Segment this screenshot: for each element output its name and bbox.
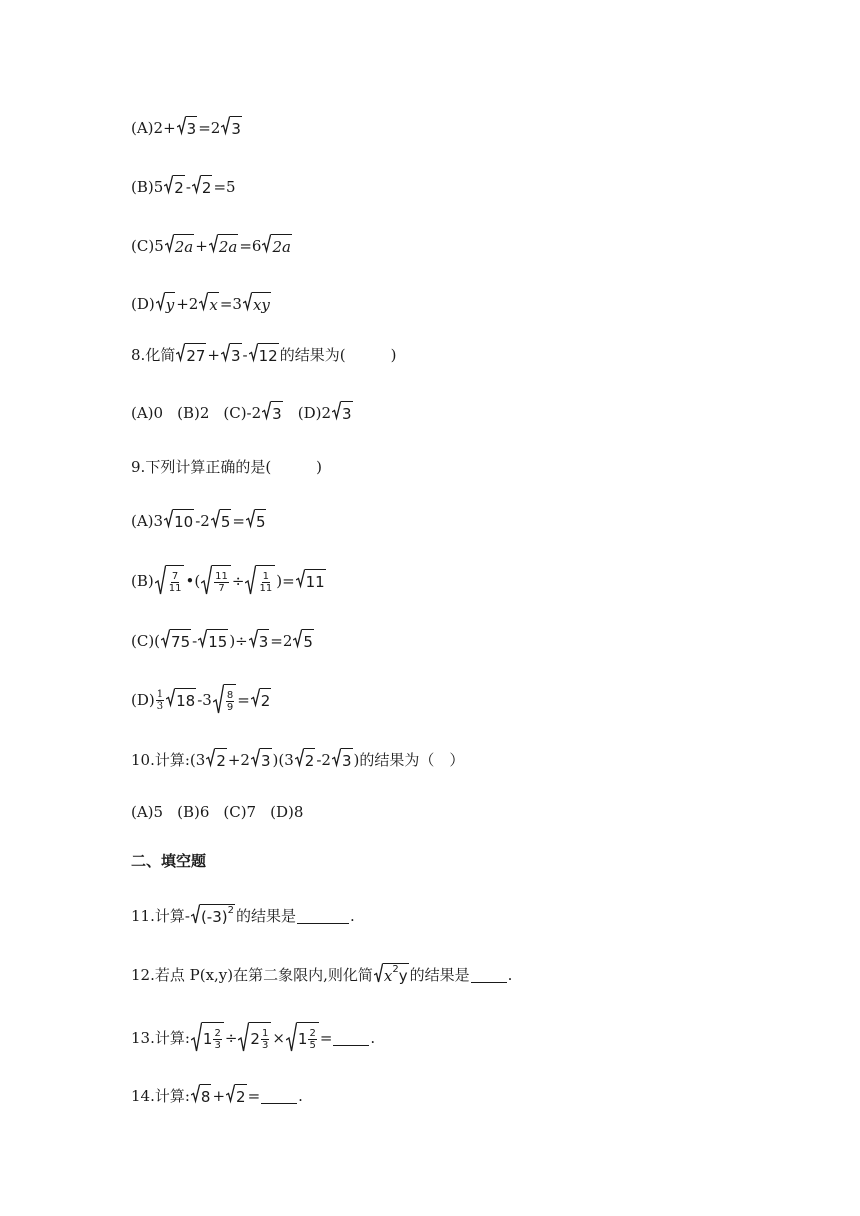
q9-option-b xyxy=(131,565,327,597)
expr-text: =5 xyxy=(213,178,236,196)
expr-text: - xyxy=(185,178,191,196)
sqrt-fraction xyxy=(213,684,236,716)
sqrt xyxy=(262,401,283,425)
expr-text: -3 xyxy=(197,691,212,709)
q7-option-d xyxy=(131,292,272,316)
radicand: 3 xyxy=(230,116,242,140)
option-label: (A) xyxy=(131,119,154,137)
question-number: 10. xyxy=(131,751,155,769)
expr-text: + xyxy=(212,1087,226,1105)
option-b: (B)6 xyxy=(177,803,210,821)
q10-options xyxy=(131,801,317,823)
option-label: (C)( xyxy=(131,632,161,650)
q12-stem xyxy=(131,963,512,987)
fraction xyxy=(308,1028,316,1051)
option-d xyxy=(298,401,354,425)
expr-text: 5 xyxy=(154,237,164,255)
radicand: 18 xyxy=(175,688,196,712)
sqrt xyxy=(293,629,314,653)
sqrt xyxy=(221,116,242,140)
sqrt xyxy=(192,175,213,199)
radicand: y xyxy=(165,292,175,316)
q8-stem xyxy=(131,343,396,367)
denominator: 5 xyxy=(309,1039,316,1051)
q13-stem xyxy=(131,1022,375,1054)
radicand: 2 xyxy=(260,688,272,712)
whole-part: 1 xyxy=(202,1030,213,1048)
expr-text: + xyxy=(207,346,220,364)
expr-text: -2 xyxy=(195,512,210,530)
radicand: 2a xyxy=(271,234,292,258)
numerator: 1 xyxy=(262,570,270,582)
expr-text: •( xyxy=(185,572,201,590)
sqrt-fraction xyxy=(245,565,275,597)
expr-text: ÷ xyxy=(224,1029,238,1047)
punctuation: . xyxy=(507,966,513,984)
sqrt xyxy=(295,748,316,772)
q8-options xyxy=(131,401,354,425)
sqrt xyxy=(164,175,185,199)
expr-text: = xyxy=(232,512,245,530)
sqrt xyxy=(374,963,409,987)
radicand: 11 xyxy=(305,569,326,593)
radicand: 2 xyxy=(304,748,316,772)
question-text: 若点 P(x,y)在第二象限内,则化简 xyxy=(154,966,373,984)
numerator: 2 xyxy=(214,1027,221,1039)
radicand: 2a xyxy=(174,234,195,258)
sqrt xyxy=(262,234,292,258)
expr-text: +2 xyxy=(227,751,250,769)
sqrt xyxy=(198,629,228,653)
answer-blank[interactable] xyxy=(333,1030,369,1046)
radicand: 75 xyxy=(170,629,191,653)
radicand: 2 xyxy=(201,175,213,199)
radicand: 3 xyxy=(260,748,272,772)
question-text: 计算- xyxy=(154,907,190,925)
radicand: 3 xyxy=(186,116,198,140)
numerator: 1 xyxy=(156,688,164,700)
sqrt xyxy=(226,1084,247,1108)
radicand: 2 xyxy=(235,1084,247,1108)
q14-stem xyxy=(131,1084,303,1108)
expr-text: × xyxy=(272,1029,285,1047)
radicand: 3 xyxy=(230,343,242,367)
option-label: (B) xyxy=(131,572,154,590)
exponent: 2 xyxy=(392,964,399,975)
expr-text: = xyxy=(319,1029,333,1047)
expr-text: =6 xyxy=(239,237,262,255)
radicand: (-3) xyxy=(200,908,228,926)
sqrt xyxy=(221,343,242,367)
radicand: 15 xyxy=(207,629,228,653)
expr-text: - xyxy=(192,632,198,650)
sqrt xyxy=(332,748,353,772)
whole-part: 1 xyxy=(297,1030,308,1048)
exponent: 2 xyxy=(227,905,234,916)
sqrt xyxy=(243,292,271,316)
radicand: 5 xyxy=(255,509,267,533)
question-text: 计算: xyxy=(154,1087,190,1105)
sqrt xyxy=(209,234,239,258)
sqrt xyxy=(332,401,353,425)
question-text: 化简 xyxy=(145,346,176,364)
q9-option-c xyxy=(131,629,315,653)
fraction xyxy=(168,571,183,594)
sqrt xyxy=(164,509,194,533)
fraction xyxy=(213,1028,221,1051)
sqrt xyxy=(165,234,195,258)
question-number: 11. xyxy=(131,907,155,925)
radicand: x xyxy=(383,967,393,985)
sqrt xyxy=(191,904,235,928)
sqrt xyxy=(161,629,191,653)
radicand: x xyxy=(208,292,218,316)
radicand: 2 xyxy=(215,748,227,772)
q10-stem xyxy=(131,748,464,772)
sqrt xyxy=(176,343,206,367)
sqrt xyxy=(249,629,270,653)
denominator: 9 xyxy=(226,701,234,713)
radicand: y xyxy=(398,967,408,985)
expr-text: 3 xyxy=(153,512,164,530)
sqrt-fraction xyxy=(201,565,231,597)
sqrt xyxy=(249,343,279,367)
expr-text: ÷ xyxy=(231,572,245,590)
numerator: 8 xyxy=(226,689,234,701)
expr-text: = xyxy=(247,1087,261,1105)
expr-text: =2 xyxy=(270,632,293,650)
expr-text: =2 xyxy=(198,119,221,137)
question-text: 计算: xyxy=(154,1029,190,1047)
q9-option-d xyxy=(131,684,272,716)
sqrt xyxy=(166,688,196,712)
option-b: (B)2 xyxy=(177,404,210,422)
radicand: 5 xyxy=(220,509,232,533)
question-number: 9. xyxy=(131,458,146,476)
punctuation: . xyxy=(370,1029,376,1047)
radicand: 3 xyxy=(271,401,283,425)
denominator: 11 xyxy=(168,582,182,594)
numerator: 1 xyxy=(261,1027,269,1039)
answer-blank[interactable] xyxy=(261,1088,297,1104)
denominator: 3 xyxy=(214,1039,221,1051)
question-number: 12. xyxy=(131,966,155,984)
question-text: )的结果为（ ） xyxy=(353,751,465,769)
q9-stem xyxy=(131,456,322,478)
denominator: 7 xyxy=(218,582,225,594)
radicand: 2a xyxy=(218,234,239,258)
numerator: 11 xyxy=(215,570,228,582)
denominator: 11 xyxy=(259,582,273,594)
sqrt xyxy=(177,116,198,140)
sqrt xyxy=(206,748,227,772)
sqrt-mixed xyxy=(238,1022,271,1054)
sqrt-mixed xyxy=(191,1022,224,1054)
expr-text: )÷ xyxy=(229,632,248,650)
sqrt xyxy=(296,569,326,593)
q7-option-b xyxy=(131,175,236,199)
question-number: 14. xyxy=(131,1087,155,1105)
numerator: 2 xyxy=(309,1027,316,1039)
expr-text: )= xyxy=(276,572,295,590)
radicand: 27 xyxy=(185,343,206,367)
question-text: 下列计算正确的是( ) xyxy=(145,458,323,476)
sqrt xyxy=(251,748,272,772)
option-label: (B) xyxy=(131,178,154,196)
question-text: 计算:(3 xyxy=(154,751,206,769)
sqrt xyxy=(251,688,272,712)
sqrt xyxy=(199,292,218,316)
radicand: 5 xyxy=(302,629,314,653)
sqrt-fraction xyxy=(155,565,185,597)
answer-blank[interactable] xyxy=(297,908,349,924)
sqrt xyxy=(156,292,175,316)
expr-text: )(3 xyxy=(272,751,294,769)
whole-part: 2 xyxy=(250,1030,260,1048)
expr-text: 2+ xyxy=(153,119,176,137)
sqrt-mixed xyxy=(286,1022,319,1054)
numerator: 7 xyxy=(171,570,179,582)
expr-text: 5 xyxy=(153,178,164,196)
q9-option-a xyxy=(131,509,267,533)
radicand: 3 xyxy=(258,629,270,653)
radicand: 12 xyxy=(258,343,279,367)
question-text: 的结果是 xyxy=(235,907,296,925)
radicand: 3 xyxy=(341,401,353,425)
question-number: 13. xyxy=(131,1029,155,1047)
denominator: 3 xyxy=(261,1039,269,1051)
sqrt xyxy=(191,1084,212,1108)
q7-option-a xyxy=(131,116,243,140)
option-label: (D) xyxy=(131,295,155,313)
expr-text: - xyxy=(242,346,248,364)
q11-stem xyxy=(131,904,355,928)
expr-text: + xyxy=(195,237,208,255)
option-a: (A)0 xyxy=(131,404,164,422)
radicand: 8 xyxy=(200,1084,212,1108)
section-heading: 二、填空题 xyxy=(131,852,207,870)
question-text: 的结果是 xyxy=(409,966,470,984)
expr-text: -2 xyxy=(316,751,331,769)
expr-text: =3 xyxy=(219,295,242,313)
option-label: (D) xyxy=(131,691,155,709)
radicand: 2 xyxy=(173,175,185,199)
question-text: 的结果为( ) xyxy=(279,346,397,364)
fraction xyxy=(261,1028,269,1051)
sqrt xyxy=(211,509,232,533)
fraction xyxy=(214,571,229,594)
radicand: 10 xyxy=(173,509,194,533)
expr-text: +2 xyxy=(176,295,199,313)
radicand: xy xyxy=(252,292,271,316)
answer-blank[interactable] xyxy=(471,967,507,983)
option-c xyxy=(223,401,283,425)
punctuation: . xyxy=(350,907,355,925)
option-label: (C)-2 xyxy=(223,404,262,422)
sqrt xyxy=(246,509,267,533)
option-d: (D)8 xyxy=(270,803,304,821)
expr-text: = xyxy=(237,691,250,709)
option-a: (A)5 xyxy=(131,803,164,821)
fraction xyxy=(226,690,234,713)
radicand: 3 xyxy=(341,748,353,772)
fraction xyxy=(258,571,273,594)
option-c: (C)7 xyxy=(223,803,257,821)
question-number: 8. xyxy=(131,346,146,364)
denominator: 3 xyxy=(156,700,164,712)
option-label: (C) xyxy=(131,237,155,255)
option-label: (D)2 xyxy=(297,404,331,422)
option-label: (A) xyxy=(131,512,154,530)
punctuation: . xyxy=(298,1087,303,1105)
q7-option-c xyxy=(131,234,293,258)
fraction xyxy=(156,689,164,712)
